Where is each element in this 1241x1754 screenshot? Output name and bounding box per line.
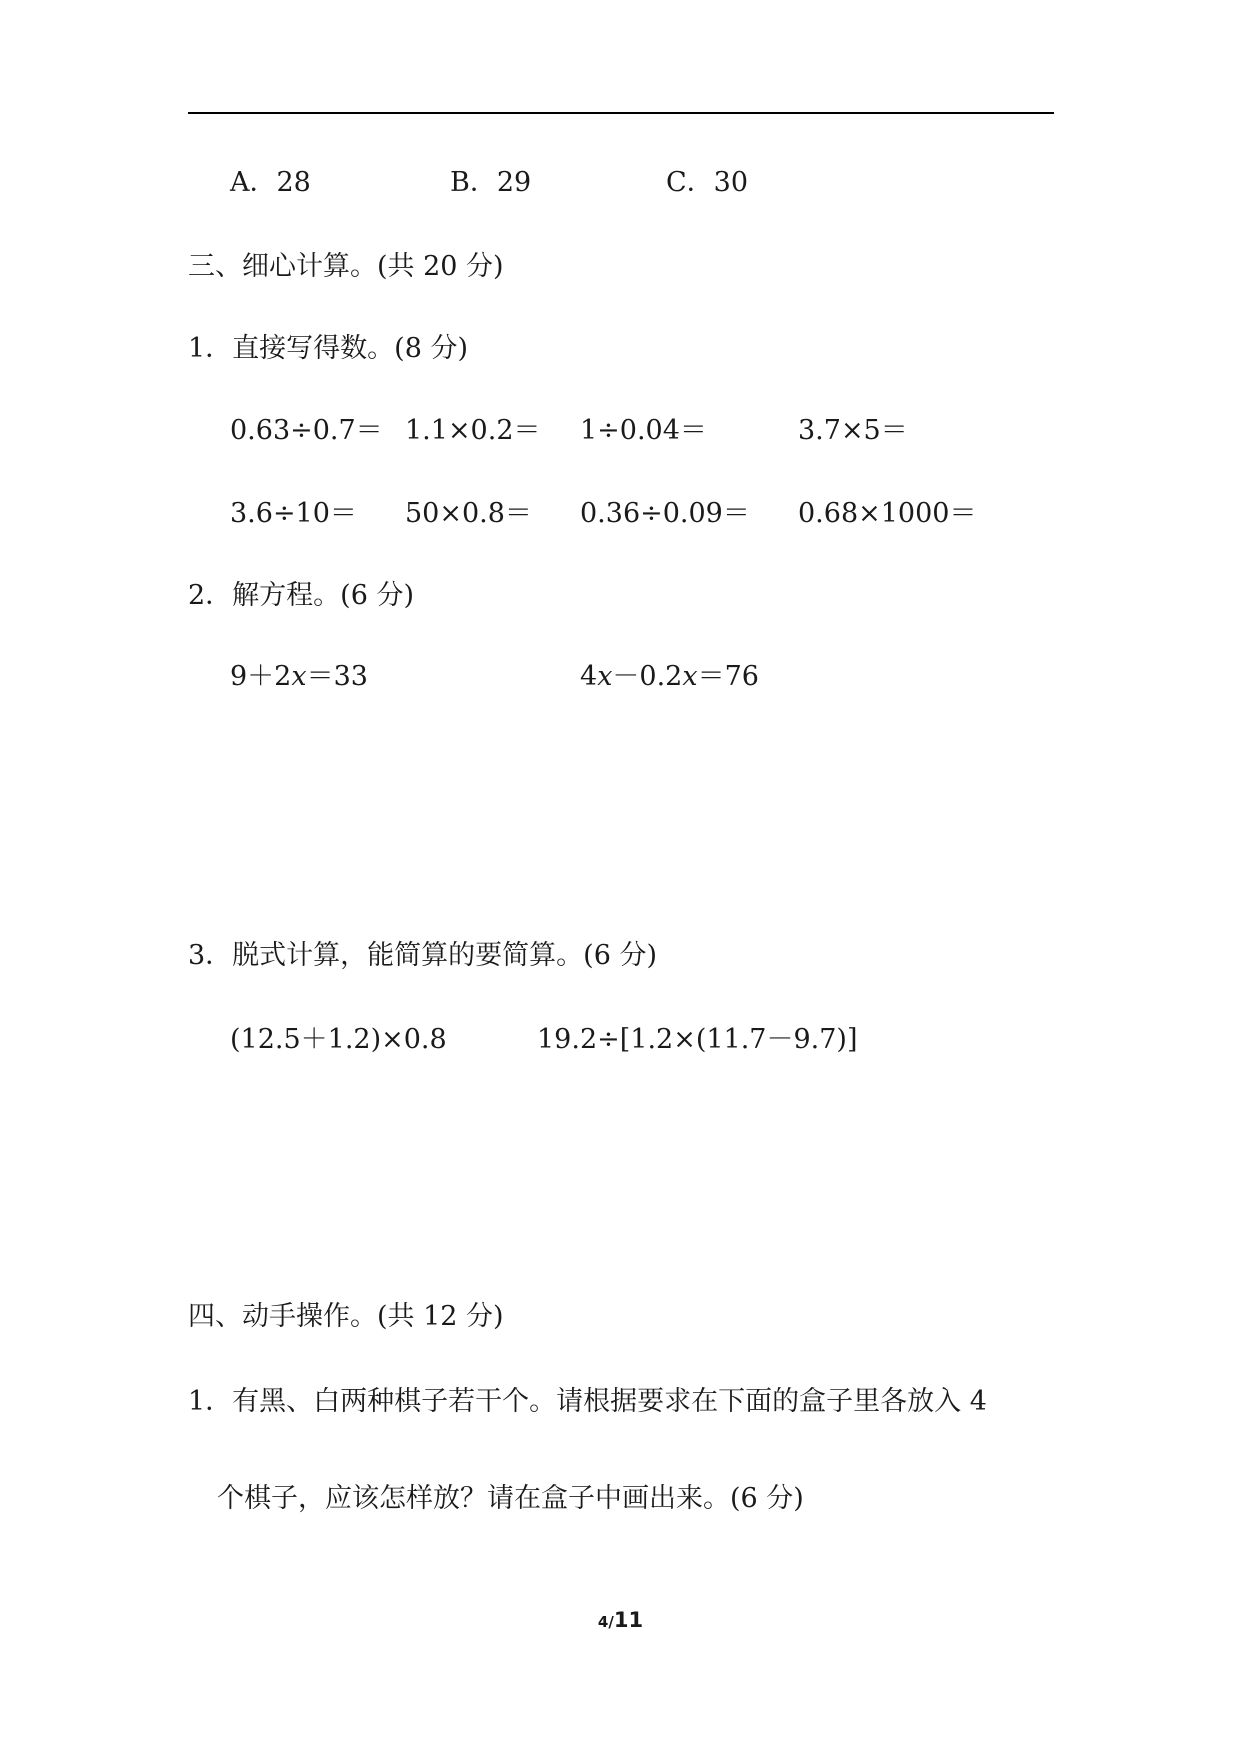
equation-2 (580, 660, 759, 694)
q2-title: 2．解方程。(6 分) (188, 580, 415, 611)
expression-1: (12.5＋1.2)×0.8 (230, 1024, 447, 1055)
q1-title: 1．直接写得数。(8 分) (188, 333, 469, 364)
mental-calc-item: 50×0.8＝ (405, 498, 532, 529)
equation-1 (230, 660, 368, 694)
s4-q1-line1: 1．有黑、白两种棋子若干个。请根据要求在下面的盒子里各放入 4 (188, 1386, 987, 1417)
variable-x: x (291, 661, 307, 692)
mental-calc-item: 3.7×5＝ (798, 415, 908, 446)
mental-calc-item: 0.68×1000＝ (798, 498, 977, 529)
mental-calc-item: 0.36÷0.09＝ (580, 498, 750, 529)
page-current: 4/ (597, 1613, 614, 1631)
choice-b: B．29 (450, 167, 532, 198)
mental-calc-item: 3.6÷10＝ (230, 498, 357, 529)
equation-1-left: 9＋2 (230, 661, 292, 692)
equation-1-right: ＝33 (306, 661, 368, 692)
variable-x: x (682, 661, 698, 692)
equation-2-mid: －0.2 (612, 661, 683, 692)
q3-title: 3．脱式计算，能简算的要简算。(6 分) (188, 940, 658, 971)
section-4-title: 四、动手操作。(共 12 分) (188, 1301, 504, 1332)
mental-calc-item: 1.1×0.2＝ (405, 415, 541, 446)
choice-a: A．28 (230, 167, 311, 198)
s4-q1-line2: 个棋子，应该怎样放？请在盒子中画出来。(6 分) (217, 1483, 804, 1514)
page-total: 11 (613, 1608, 644, 1632)
page-number (0, 1608, 1241, 1632)
mental-calc-item: 0.63÷0.7＝ (230, 415, 383, 446)
equation-2-coef: 4 (580, 661, 598, 692)
section-3-title: 三、细心计算。(共 20 分) (188, 251, 504, 282)
expression-2: 19.2÷[1.2×(11.7－9.7)] (537, 1024, 858, 1055)
mental-calc-item: 1÷0.04＝ (580, 415, 707, 446)
variable-x: x (597, 661, 613, 692)
equation-2-right: ＝76 (697, 661, 759, 692)
choice-c: C．30 (666, 167, 749, 198)
header-rule (188, 112, 1054, 114)
